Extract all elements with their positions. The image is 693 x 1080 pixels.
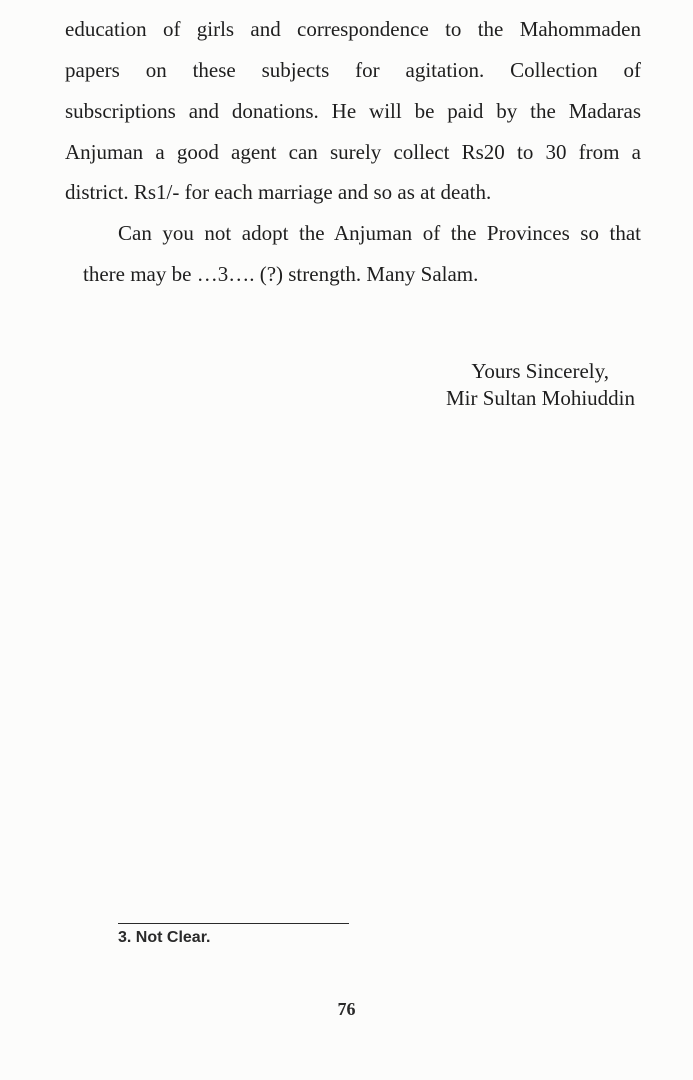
signatory-name: Mir Sultan Mohiuddin [445,386,635,410]
body-line-1: education of girls and correspondence to the Mahommaden [65,17,641,41]
body-line-3: subscriptions and donations. He will be paid by the Madaras [65,99,641,123]
body-line-5: district. Rs1/- for each marriage and so as at death. [65,180,492,204]
page-number: 76 [337,999,356,1019]
body-line-7: there may be …3…. (?) strength. Many Salam. [83,262,479,286]
body-line-2: papers on these subjects for agitation. Collection of [65,58,641,82]
footnote-rule [118,923,349,924]
closing-salutation: Yours Sincerely, [471,359,609,383]
body-line-4: Anjuman a good agent can surely collect Rs20 to 30 from a [65,140,641,164]
footnote: 3. Not Clear. [118,929,211,946]
body-line-6: Can you not adopt the Anjuman of the Provinces so that [118,221,641,245]
